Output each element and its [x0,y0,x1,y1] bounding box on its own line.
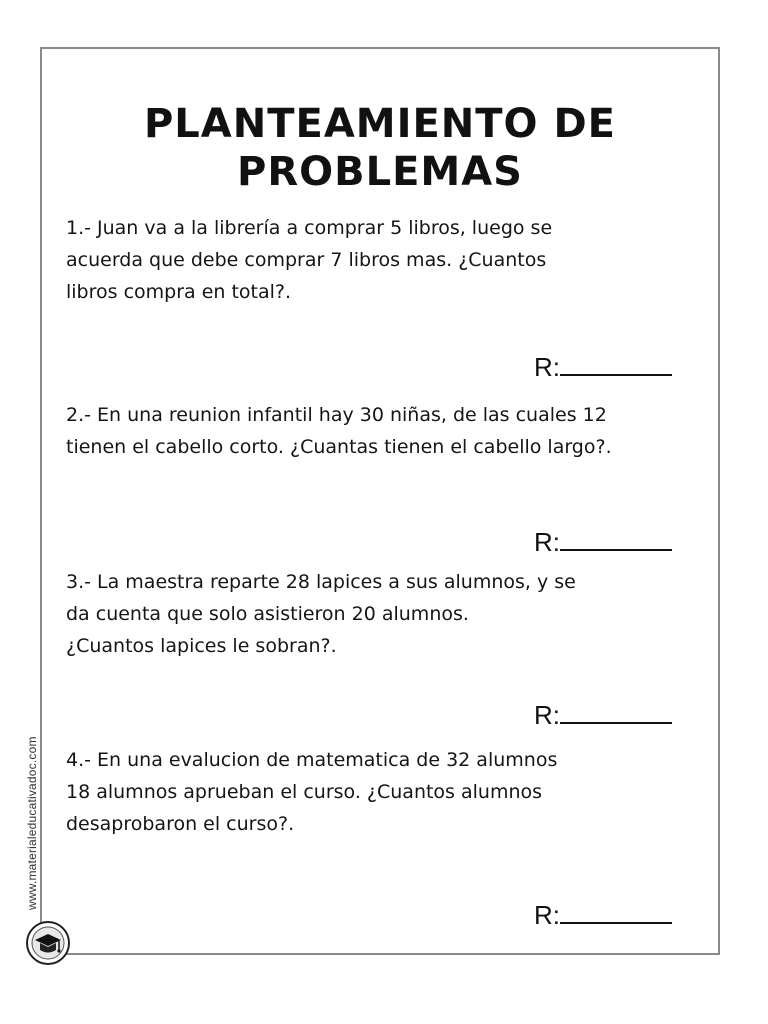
answer-3[interactable] [534,700,672,730]
answer-4-blank-line[interactable] [560,900,672,924]
answer-1-blank-line[interactable] [560,352,672,376]
problem-3-line-2: da cuenta que solo asistieron 20 alumnos. [66,603,469,625]
problem-2-line-1: 2.- En una reunion infantil hay 30 niñas, de las cuales 12 [66,404,607,426]
answer-4-label: R: [534,900,560,930]
problem-3-line-3: ¿Cuantos lapices le sobran?. [66,635,337,657]
problem-3-line-1: 3.- La maestra reparte 28 lapices a sus alumnos, y se [66,571,576,593]
page-title-line-1: PLANTEAMIENTO DE [143,101,617,147]
problem-1-line-2: acuerda que debe comprar 7 libros mas. ¿Cuantos [66,249,547,271]
problem-1-line-1: 1.- Juan va a la librería a comprar 5 libros, luego se [66,217,553,239]
answer-3-blank-line[interactable] [560,700,672,724]
answer-2[interactable] [534,527,672,557]
problem-4-line-3: desaprobaron el curso?. [66,813,295,835]
problem-4-line-2: 18 alumnos aprueban el curso. ¿Cuantos alumnos [66,781,543,803]
answer-3-label: R: [534,700,560,730]
problem-4-line-1: 4.- En una evalucion de matematica de 32 alumnos [66,749,558,771]
graduation-cap-logo-icon [25,920,71,966]
answer-2-label: R: [534,527,560,557]
problem-2-line-2: tienen el cabello corto. ¿Cuantas tienen el cabello largo?. [66,436,612,458]
problem-1 [66,212,716,308]
answer-2-blank-line[interactable] [560,527,672,551]
watermark-url: www.materialeducativadoc.com [25,736,39,910]
problem-2 [66,399,716,463]
answer-1[interactable] [534,352,672,382]
answer-1-label: R: [534,352,560,382]
problem-4 [66,744,716,840]
answer-4[interactable] [534,900,672,930]
problem-1-line-3: libros compra en total?. [66,281,292,303]
problem-3 [66,566,716,662]
page-title-line-2: PROBLEMAS [237,149,523,195]
